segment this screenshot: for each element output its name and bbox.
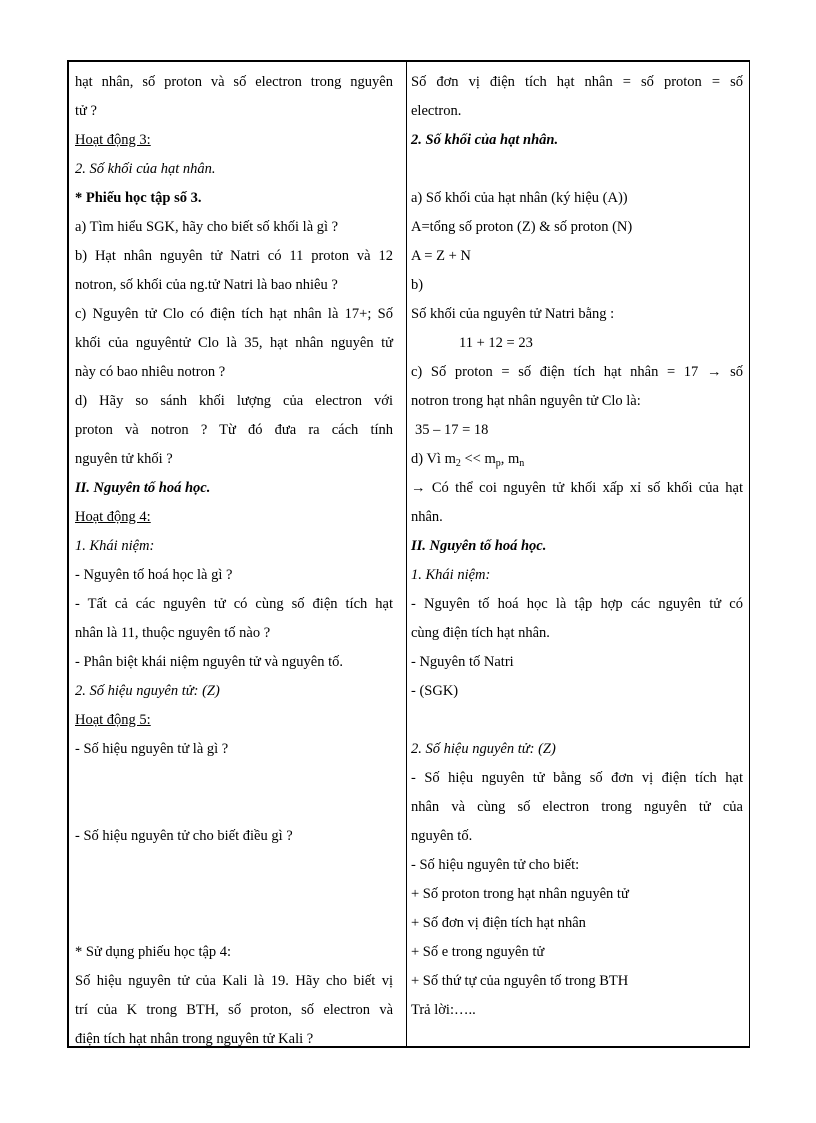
text-line: d) Hãy so sánh khối lượng của electron với [75, 393, 393, 409]
text-line: → Có thể coi nguyên tử khối xấp xỉ số khối của hạt [411, 480, 743, 496]
text-line: b) Hạt nhân nguyên tử Natri có 11 proton và 12 [75, 248, 393, 264]
text-line: điện tích hạt nhân trong nguyên tử Kali ? [75, 1031, 314, 1047]
section-subheading: 2. Số hiệu nguyên tử: (Z) [75, 683, 220, 699]
text-line: + Số thứ tự của nguyên tố trong BTH [411, 973, 629, 989]
text-line: * Sử dụng phiếu học tập 4: [75, 944, 232, 960]
text-line: tử ? [75, 103, 97, 119]
section-subheading: 1. Khái niệm: [75, 538, 155, 554]
activity-heading: Hoạt động 4: [75, 509, 151, 525]
text-line: - Tất cả các nguyên tử có cùng số điện tích hạt [75, 596, 393, 612]
section-subheading: 1. Khái niệm: [411, 567, 491, 583]
text-line: A=tổng số proton (Z) & số proton (N) [411, 219, 633, 235]
text-line: - Phân biệt khái niệm nguyên tử và nguyên tố. [75, 654, 344, 670]
formula-text: << m [460, 451, 496, 467]
column-divider [406, 62, 407, 1046]
text-line: Số đơn vị điện tích hạt nhân = số proton = số [411, 74, 743, 90]
text-line: - Số hiệu nguyên tử là gì ? [75, 741, 229, 757]
text-line: nguyên tử khối ? [75, 451, 173, 467]
subscript: n [519, 458, 525, 469]
text-line: hạt nhân, số proton và số electron trong nguyên [75, 74, 393, 90]
worksheet-heading: * Phiếu học tập số 3. [75, 190, 202, 206]
text-line: - Nguyên tố hoá học là gì ? [75, 567, 233, 583]
section-heading: 2. Số khối của hạt nhân. [411, 132, 559, 148]
text-line: + Số proton trong hạt nhân nguyên tử [411, 886, 629, 902]
text-line: nhân. [411, 509, 443, 525]
section-subheading: 2. Số hiệu nguyên tử: (Z) [411, 741, 556, 757]
text-line: - Số hiệu nguyên tử bằng số đơn vị điện tích hạt [411, 770, 743, 786]
formula-text: , m [500, 451, 520, 467]
text-line: cùng điện tích hạt nhân. [411, 625, 550, 641]
formula-text: d) Vì m [411, 451, 456, 467]
text-line: nhân là 11, thuộc nguyên tố nào ? [75, 625, 271, 641]
text-line: - Số hiệu nguyên tử cho biết điều gì ? [75, 828, 293, 844]
text-line: này có bao nhiêu notron ? [75, 364, 226, 380]
section-heading: II. Nguyên tố hoá học. [411, 538, 547, 554]
text-line: Trả lời:….. [411, 1002, 476, 1018]
text-line: khối của nguyêntử Clo là 35, hạt nhân nguyên tử [75, 335, 393, 351]
text-line: c) Nguyên tử Clo có điện tích hạt nhân là 17+; Số [75, 306, 393, 322]
text-line: b) [411, 277, 424, 293]
formula-line: 11 + 12 = 23 [459, 335, 533, 351]
text-line: nhân và cùng số electron trong nguyên tử của [411, 799, 743, 815]
text-line: - Nguyên tố hoá học là tập hợp các nguyên tử có [411, 596, 743, 612]
text-line: a) Tìm hiểu SGK, hãy cho biết số khối là gì ? [75, 219, 339, 235]
formula-line: 35 – 17 = 18 [415, 422, 489, 438]
activity-heading: Hoạt động 5: [75, 712, 151, 728]
formula-line [411, 449, 524, 469]
text-line: electron. [411, 103, 462, 119]
activity-heading: Hoạt động 3: [75, 132, 151, 148]
text-line: nguyên tố. [411, 828, 473, 844]
text-line: notron, số khối của ng.tử Natri là bao nhiêu ? [75, 277, 338, 293]
lesson-table [67, 60, 750, 1048]
text-line: + Số e trong nguyên tử [411, 944, 545, 960]
section-subheading: 2. Số khối của hạt nhân. [75, 161, 216, 177]
text-line: - Số hiệu nguyên tử cho biết: [411, 857, 580, 873]
text-line: + Số đơn vị điện tích hạt nhân [411, 915, 586, 931]
section-heading: II. Nguyên tố hoá học. [75, 480, 211, 496]
text-line: notron trong hạt nhân nguyên tử Clo là: [411, 393, 641, 409]
text-line: c) Số proton = số điện tích hạt nhân = 17 → số [411, 364, 743, 380]
text-line: proton và notron ? Từ đó đưa ra cách tính [75, 422, 393, 438]
text-line: - (SGK) [411, 683, 459, 699]
text-line: a) Số khối của hạt nhân (ký hiệu (A)) [411, 190, 628, 206]
subscript: 2 [455, 458, 461, 469]
text-line: trí của K trong BTH, số proton, số electron và [75, 1002, 393, 1018]
formula-line: A = Z + N [411, 248, 471, 264]
text-line: - Nguyên tố Natri [411, 654, 514, 670]
text-line: Số khối của nguyên tử Natri bằng : [411, 306, 615, 322]
text-line: Số hiệu nguyên tử của Kali là 19. Hãy cho biết vị [75, 973, 393, 989]
subscript: p [495, 458, 501, 469]
